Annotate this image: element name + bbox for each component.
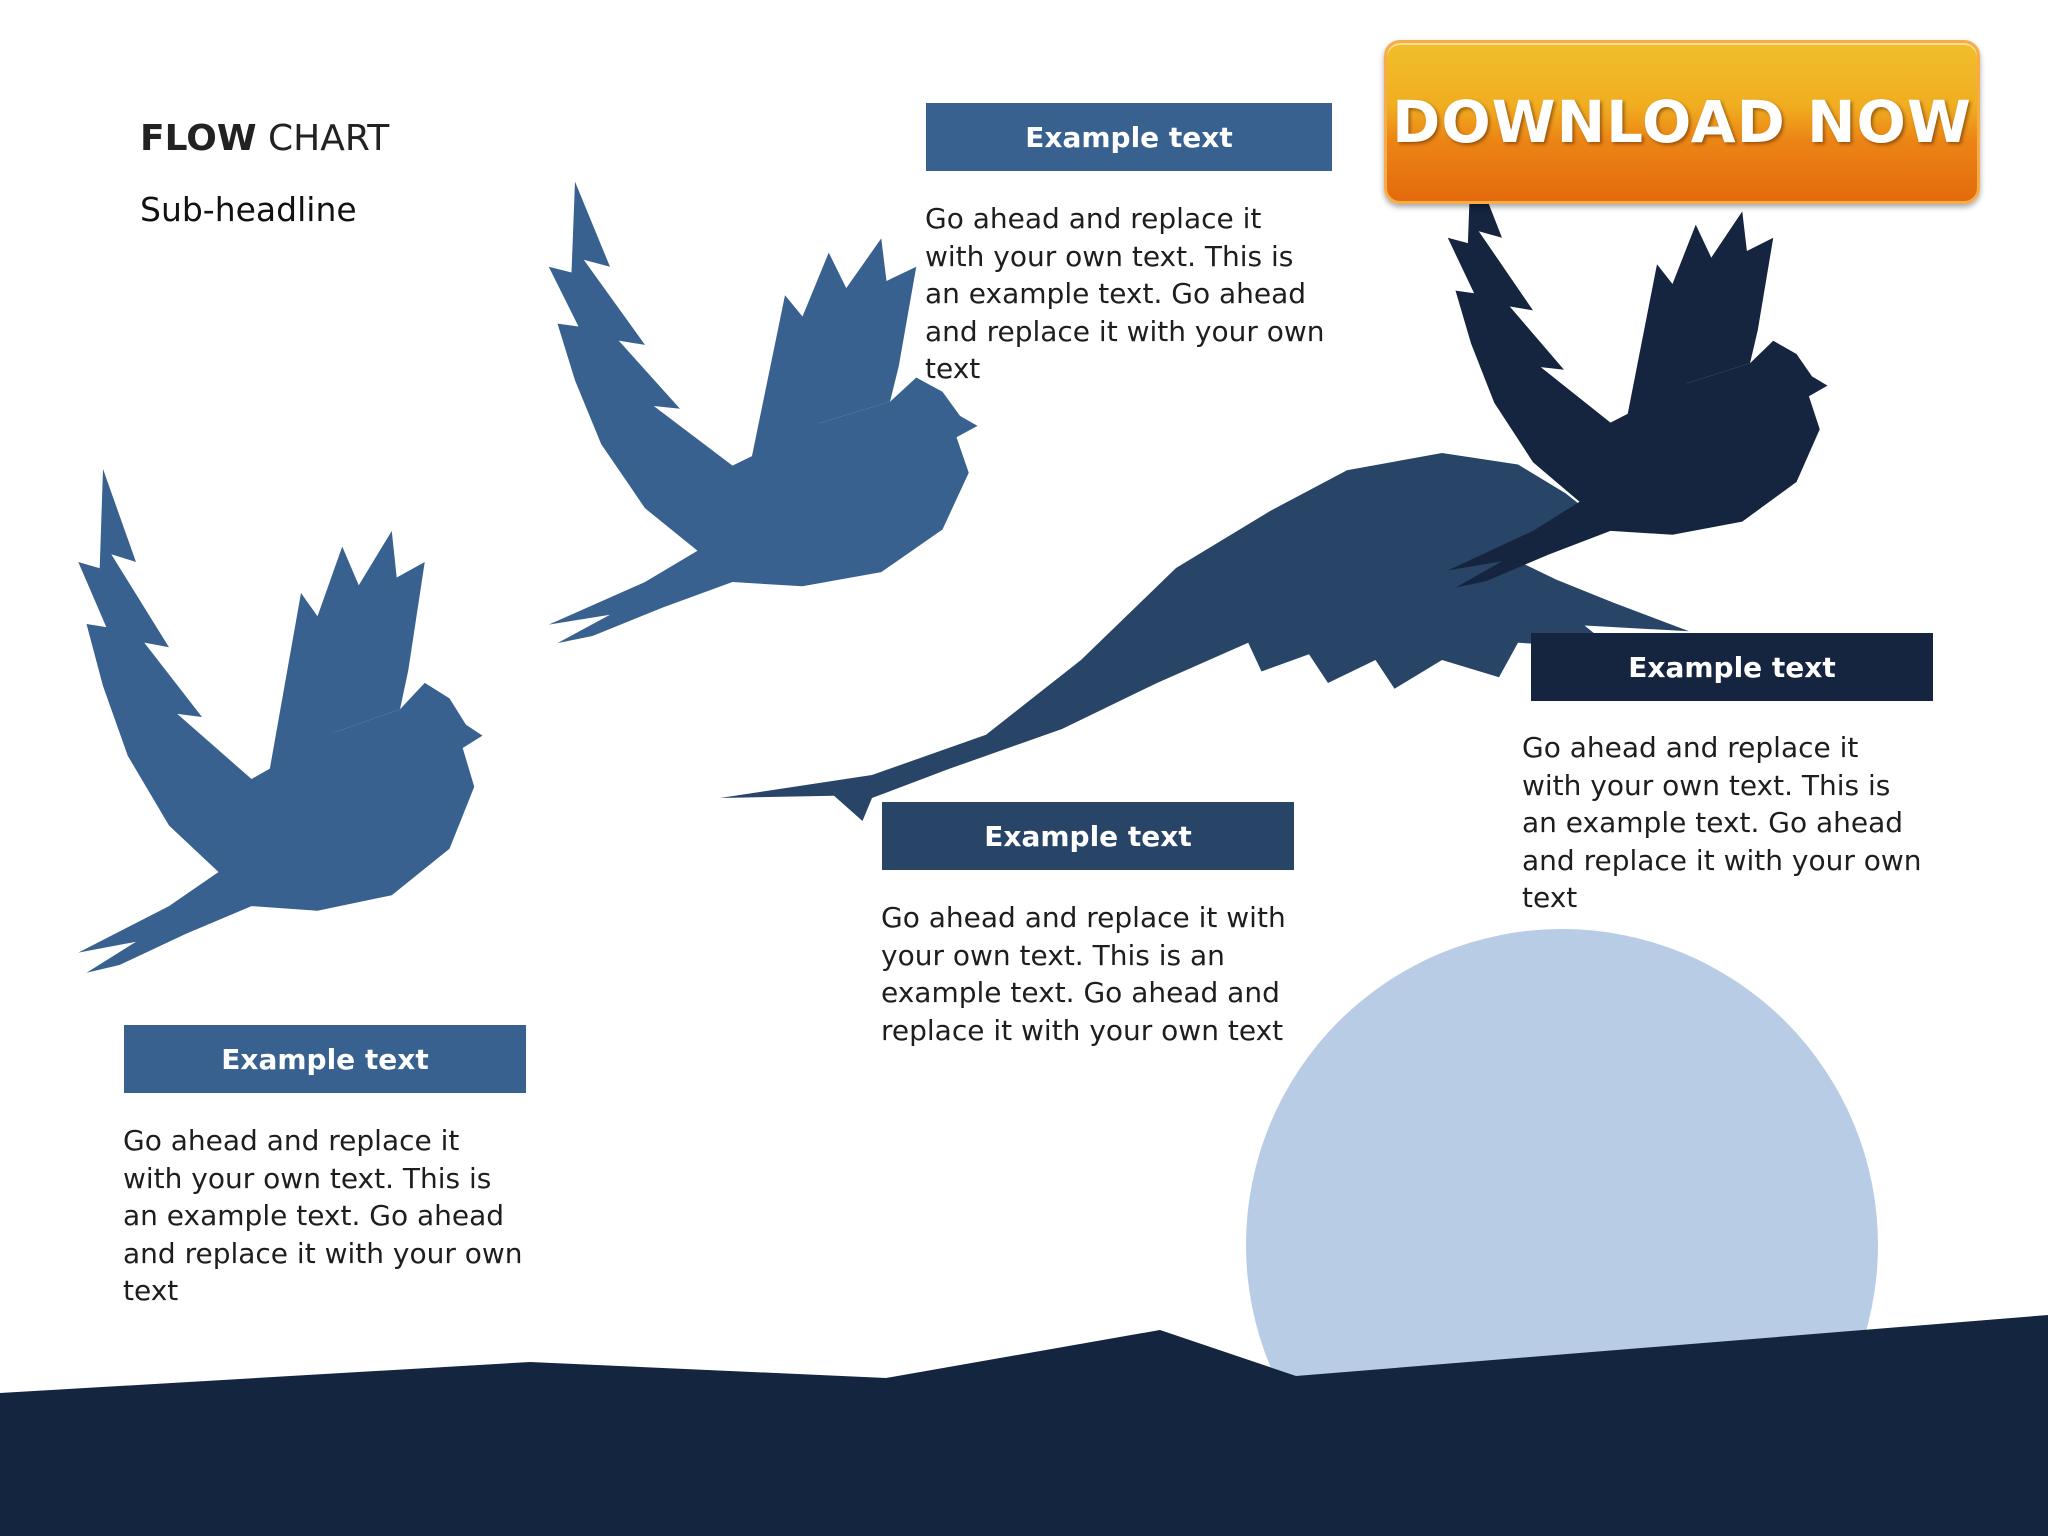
download-now-button[interactable]: DOWNLOAD NOW [1384,40,1980,204]
page-subtitle: Sub-headline [140,190,357,229]
step-2-body: Go ahead and replace it with your own text. This is an example text. Go ahead and replace it with your own text [925,202,1325,385]
step-4-body: Go ahead and replace it with your own text. This is an example text. Go ahead and replace it with your own text [1522,731,1922,914]
step-3-label: Example text [882,802,1294,870]
bird-silhouette-icon [78,469,482,973]
step-3-body: Go ahead and replace it with your own text. This is an example text. Go ahead and replace it with your own text [881,901,1286,1047]
mountain-horizon [0,1315,2048,1536]
step-2-label: Example text [926,103,1332,171]
title-bold: FLOW [140,118,257,159]
page-title [140,118,389,159]
title-rest: CHART [268,118,390,159]
step-4-label: Example text [1531,633,1933,701]
step-1-body: Go ahead and replace it with your own text. This is an example text. Go ahead and replace it with your own text [123,1124,523,1307]
bird-silhouette-icon [549,182,978,644]
step-1-label: Example text [124,1025,526,1093]
